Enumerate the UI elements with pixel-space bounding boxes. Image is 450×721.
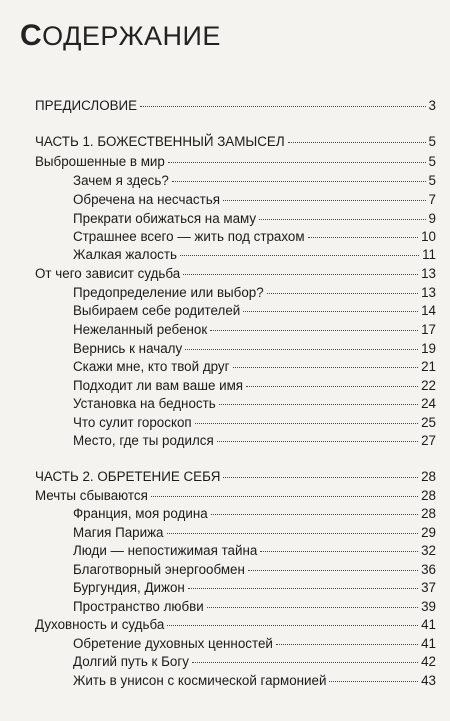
toc-entry-page: 3 [428, 98, 436, 113]
toc-entry-page: 10 [421, 229, 436, 244]
toc-entry-label: Страшнее всего — жить под страхом [73, 229, 305, 244]
toc-entry-page: 32 [421, 543, 436, 558]
toc-entry-page: 5 [428, 134, 436, 149]
leader-dots [188, 588, 418, 589]
toc-entry-label: Обретение духовных ценностей [73, 636, 273, 651]
toc-entry-page: 29 [421, 525, 436, 540]
toc-entry-page: 27 [421, 433, 436, 448]
toc-entry-part2[interactable] [35, 468, 436, 486]
leader-dots [246, 386, 418, 387]
toc-entry-section[interactable] [73, 432, 436, 450]
page-title [20, 19, 221, 53]
toc-entry-label: Обречена на несчастья [73, 192, 220, 207]
toc-entry-section[interactable] [73, 542, 436, 560]
toc-entry-page: 22 [421, 378, 436, 393]
toc-entry-page: 11 [422, 247, 436, 262]
toc-entry-part1[interactable] [35, 133, 436, 151]
toc-entry-section[interactable] [73, 172, 436, 190]
leader-dots [185, 349, 418, 350]
toc-entry-section[interactable] [73, 561, 436, 579]
toc-entry-page: 21 [421, 359, 436, 374]
toc-entry-label: Магия Парижа [73, 525, 164, 540]
toc-entry-label: Благотворный энергообмен [73, 562, 245, 577]
toc-entry-chapter[interactable] [35, 487, 436, 505]
toc-entry-page: 41 [421, 617, 436, 632]
leader-dots [233, 367, 419, 368]
toc-entry-label: Выбираем себе родителей [73, 303, 241, 318]
title-initial: С [20, 19, 43, 52]
toc-entry-page: 13 [421, 285, 436, 300]
leader-dots [217, 441, 418, 442]
toc-entry-section[interactable] [73, 395, 436, 413]
leader-dots [288, 142, 426, 143]
toc-entry-label: Пространство любви [73, 599, 204, 614]
leader-dots [223, 477, 418, 478]
leader-dots [211, 514, 418, 515]
toc-entry-label: Люди — непостижимая тайна [73, 543, 258, 558]
leader-dots [151, 496, 418, 497]
toc-entry-page: 17 [421, 322, 436, 337]
toc-entry-section[interactable] [73, 579, 436, 597]
toc-entry-section[interactable] [73, 358, 436, 376]
toc-entry-page: 37 [421, 580, 436, 595]
toc-entry-section[interactable] [73, 302, 436, 320]
toc-entry-chapter[interactable] [35, 265, 436, 283]
toc-entry-label: ЧАСТЬ 1. БОЖЕСТВЕННЫЙ ЗАМЫСЕЛ [35, 134, 285, 149]
leader-dots [267, 293, 418, 294]
toc-entry-section[interactable] [73, 414, 436, 432]
leader-dots [259, 219, 425, 220]
toc-entry-label: Франция, моя родина [73, 506, 208, 521]
toc-entry-label: Предопределение или выбор? [73, 285, 264, 300]
leader-dots [167, 533, 419, 534]
toc-entry-label: Подходит ли вам ваше имя [73, 378, 244, 393]
leader-dots [207, 607, 418, 608]
toc-entry-page: 41 [421, 636, 436, 651]
toc-entry-page: 28 [421, 488, 436, 503]
toc-entry-page: 19 [421, 341, 436, 356]
leader-dots [140, 106, 425, 107]
toc-entry-page: 42 [421, 654, 436, 669]
leader-dots [210, 330, 418, 331]
toc-entry-section[interactable] [73, 284, 436, 302]
toc-entry-section[interactable] [73, 505, 436, 523]
toc-entry-page: 28 [421, 506, 436, 521]
toc-entry-label: Мечты сбываются [35, 488, 148, 503]
leader-dots [219, 404, 418, 405]
toc-entry-page: 43 [421, 673, 436, 688]
toc-entry-page: 14 [421, 303, 436, 318]
leader-dots [260, 551, 418, 552]
toc-entry-page: 9 [428, 211, 436, 226]
toc-entry-section[interactable] [73, 672, 436, 690]
leader-dots [192, 662, 418, 663]
toc-entry-section[interactable] [73, 340, 436, 358]
toc-entry-section[interactable] [73, 598, 436, 616]
toc-entry-page: 28 [421, 469, 436, 484]
title-rest: ОДЕРЖАНИЕ [42, 21, 221, 51]
toc-entry-chapter[interactable] [35, 616, 436, 634]
toc-entry-section[interactable] [73, 191, 436, 209]
toc-entry-section[interactable] [73, 228, 436, 246]
toc-entry-page: 7 [428, 192, 436, 207]
toc-entry-label: От чего зависит судьба [35, 266, 181, 281]
toc-entry-label: ПРЕДИСЛОВИЕ [35, 98, 138, 113]
toc-entry-label: Выброшенные в мир [35, 154, 165, 169]
leader-dots [243, 311, 418, 312]
leader-dots [248, 570, 418, 571]
leader-dots [329, 681, 418, 682]
toc-entry-label: Место, где ты родился [73, 433, 214, 448]
toc-entry-label: Что сулит гороскоп [73, 415, 192, 430]
leader-dots [167, 625, 418, 626]
toc-entry-label: Жить в унисон с космической гармонией [73, 673, 327, 688]
leader-dots [195, 423, 418, 424]
toc-entry-section[interactable] [73, 321, 436, 339]
toc-entry-preface[interactable] [35, 97, 436, 115]
toc-entry-label: Нежеланный ребенок [73, 322, 208, 337]
toc-entry-label: Вернись к началу [73, 341, 183, 356]
leader-dots [308, 237, 419, 238]
toc-entry-section[interactable] [73, 377, 436, 395]
leader-dots [168, 162, 426, 163]
toc-entry-label: Бургундия, Дижон [73, 580, 185, 595]
toc-entry-label: Духовность и судьба [35, 617, 165, 632]
leader-dots [180, 255, 419, 256]
leader-dots [183, 274, 418, 275]
toc-entry-page: 25 [421, 415, 436, 430]
toc-entry-section[interactable] [73, 635, 436, 653]
toc-entry-label: Установка на бедность [73, 396, 216, 411]
toc-entry-page: 36 [421, 562, 436, 577]
toc-entry-page: 13 [421, 266, 436, 281]
leader-dots [276, 644, 418, 645]
toc-entry-label: Зачем я здесь? [73, 173, 169, 188]
toc-entry-section[interactable] [73, 524, 436, 542]
toc-entry-page: 5 [428, 173, 436, 188]
toc-entry-section[interactable] [73, 246, 436, 264]
leader-dots [172, 181, 426, 182]
toc-entry-label: Скажи мне, кто твой друг [73, 359, 230, 374]
toc-entry-label: Долгий путь к Богу [73, 654, 189, 669]
toc-entry-label: Жалкая жалость [73, 247, 177, 262]
toc-entry-page: 5 [428, 154, 436, 169]
toc-entry-page: 24 [421, 396, 436, 411]
toc-entry-label: ЧАСТЬ 2. ОБРЕТЕНИЕ СЕБЯ [35, 469, 221, 484]
toc-entry-section[interactable] [73, 210, 436, 228]
toc-entry-section[interactable] [73, 653, 436, 671]
toc-entry-chapter[interactable] [35, 153, 436, 171]
leader-dots [223, 200, 426, 201]
toc-entry-label: Прекрати обижаться на маму [73, 211, 257, 226]
toc-entry-page: 39 [421, 599, 436, 614]
